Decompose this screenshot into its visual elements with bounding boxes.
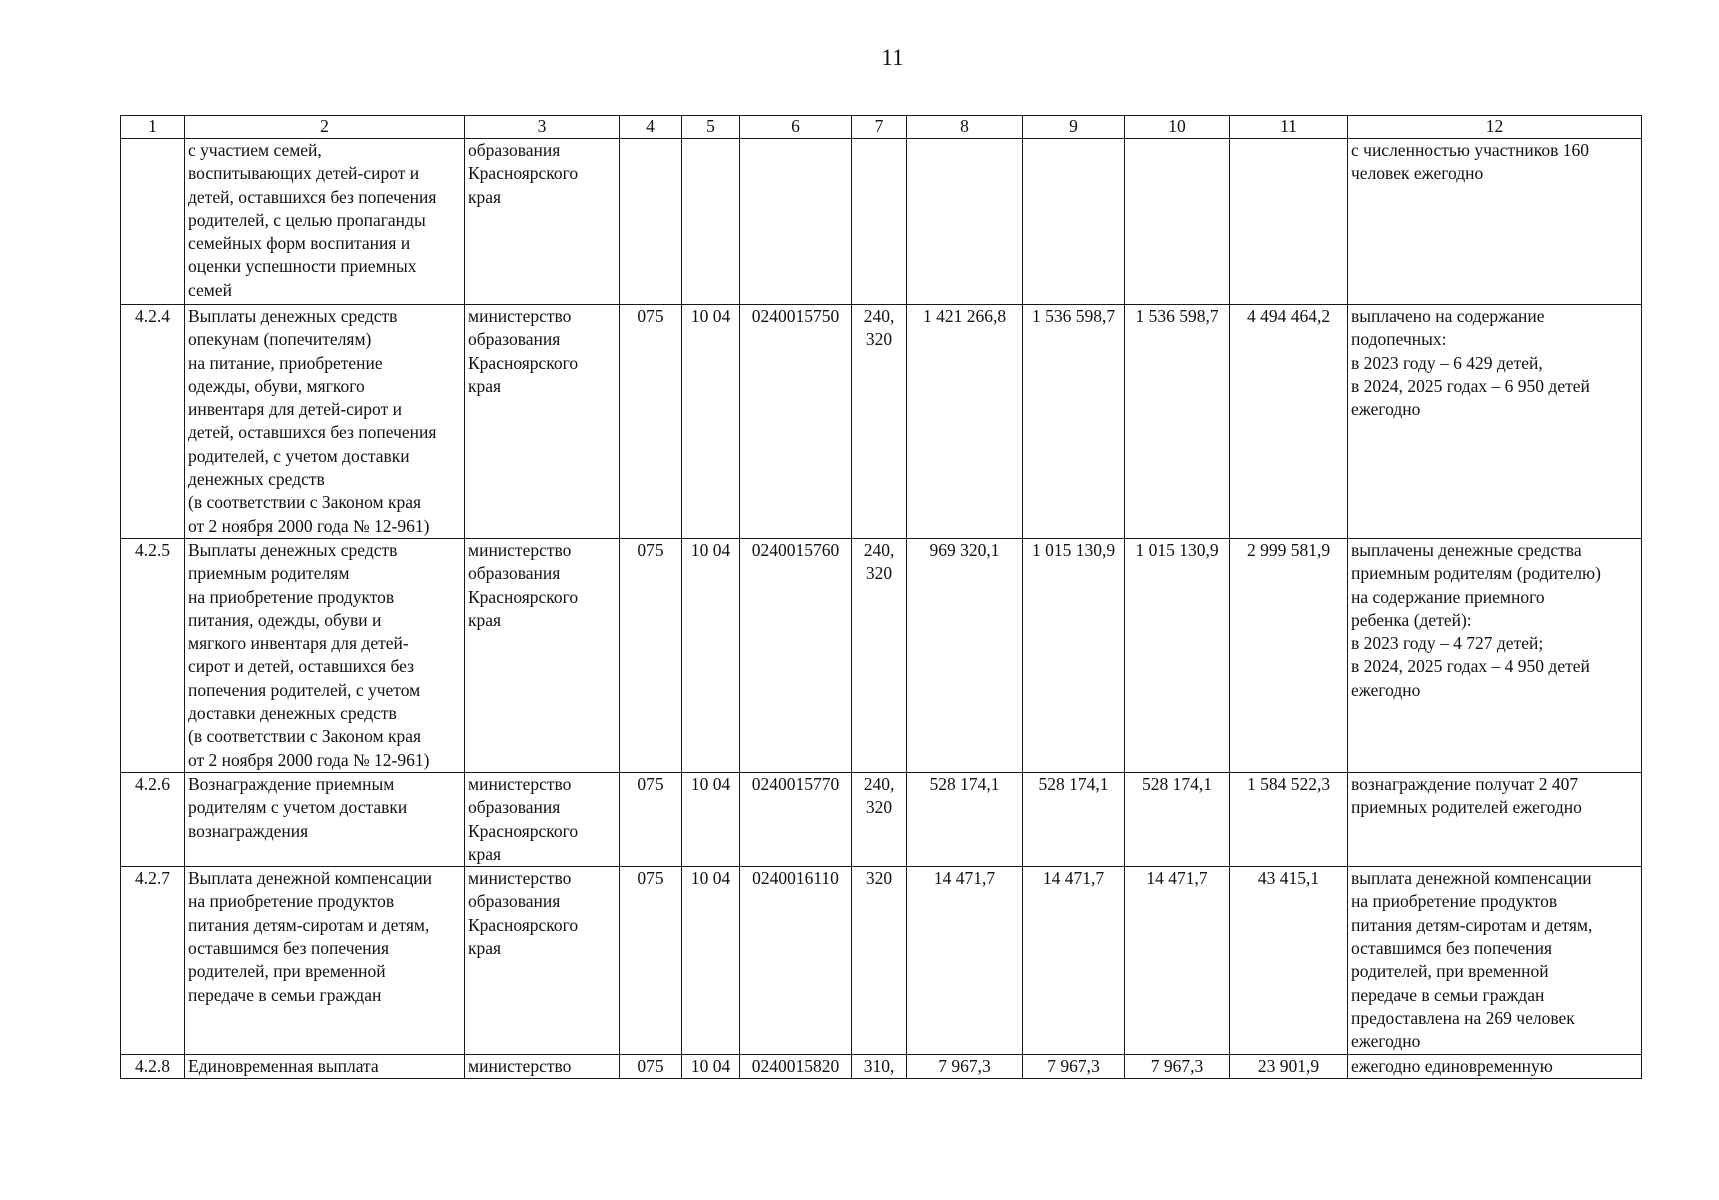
amount-2025: 7 967,3: [1125, 1055, 1230, 1079]
expense-type-code: 240, 320: [852, 305, 907, 539]
grbs-code: 075: [620, 772, 682, 866]
amount-total: 43 415,1: [1230, 867, 1348, 1055]
target-article-code: 0240015750: [740, 305, 852, 539]
expected-result: выплачены денежные средства приемным родителям (родителю) на содержание приемного ребенка (детей): в 2023 году – 4 727 детей; в 2024, 2025 годах – 4 950 детей ежегодно: [1348, 538, 1642, 772]
table-row: [121, 772, 1642, 866]
amount-2025: 528 174,1: [1125, 772, 1230, 866]
table-row: [121, 1055, 1642, 1079]
program-activities-table: [120, 115, 1642, 1079]
header-col-10: 10: [1125, 116, 1230, 139]
activity-name: Единовременная выплата: [185, 1055, 465, 1079]
expected-result: выплата денежной компенсации на приобретение продуктов питания детям-сиротам и детям, оставшимся без попечения родителей, при временной передаче в семьи граждан предоставлена на 269 человек ежегодно: [1348, 867, 1642, 1055]
page-number: 11: [881, 45, 904, 70]
amount-2023: 1 421 266,8: [907, 305, 1023, 539]
amount-2025: 14 471,7: [1125, 867, 1230, 1055]
grbs-code: 075: [620, 305, 682, 539]
header-col-11: 11: [1230, 116, 1348, 139]
row-number: 4.2.4: [121, 305, 185, 539]
amount-2023: 528 174,1: [907, 772, 1023, 866]
executor: образования Красноярского края: [465, 139, 620, 305]
amount-2023: [907, 139, 1023, 305]
amount-2023: 7 967,3: [907, 1055, 1023, 1079]
amount-2024: 14 471,7: [1023, 867, 1125, 1055]
executor: министерство образования Красноярского края: [465, 772, 620, 866]
table-row: [121, 867, 1642, 1055]
amount-2025: [1125, 139, 1230, 305]
expense-type-code: 310,: [852, 1055, 907, 1079]
header-col-8: 8: [907, 116, 1023, 139]
grbs-code: 075: [620, 1055, 682, 1079]
activity-name: с участием семей, воспитывающих детей-сирот и детей, оставшихся без попечения родителей, с целью пропаганды семейных форм воспитания и оценки успешности приемных семей: [185, 139, 465, 305]
target-article-code: 0240015770: [740, 772, 852, 866]
expected-result: выплачено на содержание подопечных: в 2023 году – 6 429 детей, в 2024, 2025 годах – 6 950 детей ежегодно: [1348, 305, 1642, 539]
section-code: [682, 139, 740, 305]
target-article-code: 0240015820: [740, 1055, 852, 1079]
amount-2025: 1 015 130,9: [1125, 538, 1230, 772]
amount-2024: 7 967,3: [1023, 1055, 1125, 1079]
amount-total: 23 901,9: [1230, 1055, 1348, 1079]
row-number: [121, 139, 185, 305]
executor: министерство образования Красноярского края: [465, 305, 620, 539]
grbs-code: 075: [620, 538, 682, 772]
activity-name: Выплаты денежных средств приемным родителям на приобретение продуктов питания, одежды, обуви и мягкого инвентаря для детей- сирот и детей, оставшихся без попечения родителей, с учетом доставки денежных средств (в соответствии с Законом края от 2 ноября 2000 года № 12-961): [185, 538, 465, 772]
grbs-code: 075: [620, 867, 682, 1055]
table-row: [121, 538, 1642, 772]
expense-type-code: 240, 320: [852, 772, 907, 866]
expected-result: вознаграждение получат 2 407 приемных родителей ежегодно: [1348, 772, 1642, 866]
table-row: [121, 139, 1642, 305]
amount-2025: 1 536 598,7: [1125, 305, 1230, 539]
expected-result: ежегодно единовременную: [1348, 1055, 1642, 1079]
executor: министерство образования Красноярского края: [465, 538, 620, 772]
expected-result: с численностью участников 160 человек ежегодно: [1348, 139, 1642, 305]
section-code: 10 04: [682, 305, 740, 539]
amount-total: [1230, 139, 1348, 305]
grbs-code: [620, 139, 682, 305]
expense-type-code: 320: [852, 867, 907, 1055]
row-number: 4.2.6: [121, 772, 185, 866]
section-code: 10 04: [682, 538, 740, 772]
expense-type-code: [852, 139, 907, 305]
section-code: 10 04: [682, 772, 740, 866]
column-number-header-row: [121, 116, 1642, 139]
header-col-1: 1: [121, 116, 185, 139]
header-col-7: 7: [852, 116, 907, 139]
amount-2023: 969 320,1: [907, 538, 1023, 772]
amount-2024: 1 015 130,9: [1023, 538, 1125, 772]
header-col-9: 9: [1023, 116, 1125, 139]
header-col-6: 6: [740, 116, 852, 139]
header-col-3: 3: [465, 116, 620, 139]
section-code: 10 04: [682, 867, 740, 1055]
activity-name: Вознаграждение приемным родителям с учетом доставки вознаграждения: [185, 772, 465, 866]
activity-name: Выплаты денежных средств опекунам (попечителям) на питание, приобретение одежды, обуви, мягкого инвентаря для детей-сирот и детей, оставшихся без попечения родителей, с учетом доставки денежных средств (в соответствии с Законом края от 2 ноября 2000 года № 12-961): [185, 305, 465, 539]
row-number: 4.2.7: [121, 867, 185, 1055]
executor: министерство образования Красноярского края: [465, 867, 620, 1055]
header-col-2: 2: [185, 116, 465, 139]
target-article-code: 0240015760: [740, 538, 852, 772]
amount-2024: 528 174,1: [1023, 772, 1125, 866]
activity-name: Выплата денежной компенсации на приобретение продуктов питания детям-сиротам и детям, оставшимся без попечения родителей, при временной передаче в семьи граждан: [185, 867, 465, 1055]
row-number: 4.2.5: [121, 538, 185, 772]
amount-total: 4 494 464,2: [1230, 305, 1348, 539]
table-row: [121, 305, 1642, 539]
amount-total: 2 999 581,9: [1230, 538, 1348, 772]
amount-total: 1 584 522,3: [1230, 772, 1348, 866]
target-article-code: [740, 139, 852, 305]
row-number: 4.2.8: [121, 1055, 185, 1079]
amount-2024: 1 536 598,7: [1023, 305, 1125, 539]
section-code: 10 04: [682, 1055, 740, 1079]
header-col-4: 4: [620, 116, 682, 139]
header-col-5: 5: [682, 116, 740, 139]
expense-type-code: 240, 320: [852, 538, 907, 772]
amount-2024: [1023, 139, 1125, 305]
executor: министерство: [465, 1055, 620, 1079]
target-article-code: 0240016110: [740, 867, 852, 1055]
header-col-12: 12: [1348, 116, 1642, 139]
amount-2023: 14 471,7: [907, 867, 1023, 1055]
